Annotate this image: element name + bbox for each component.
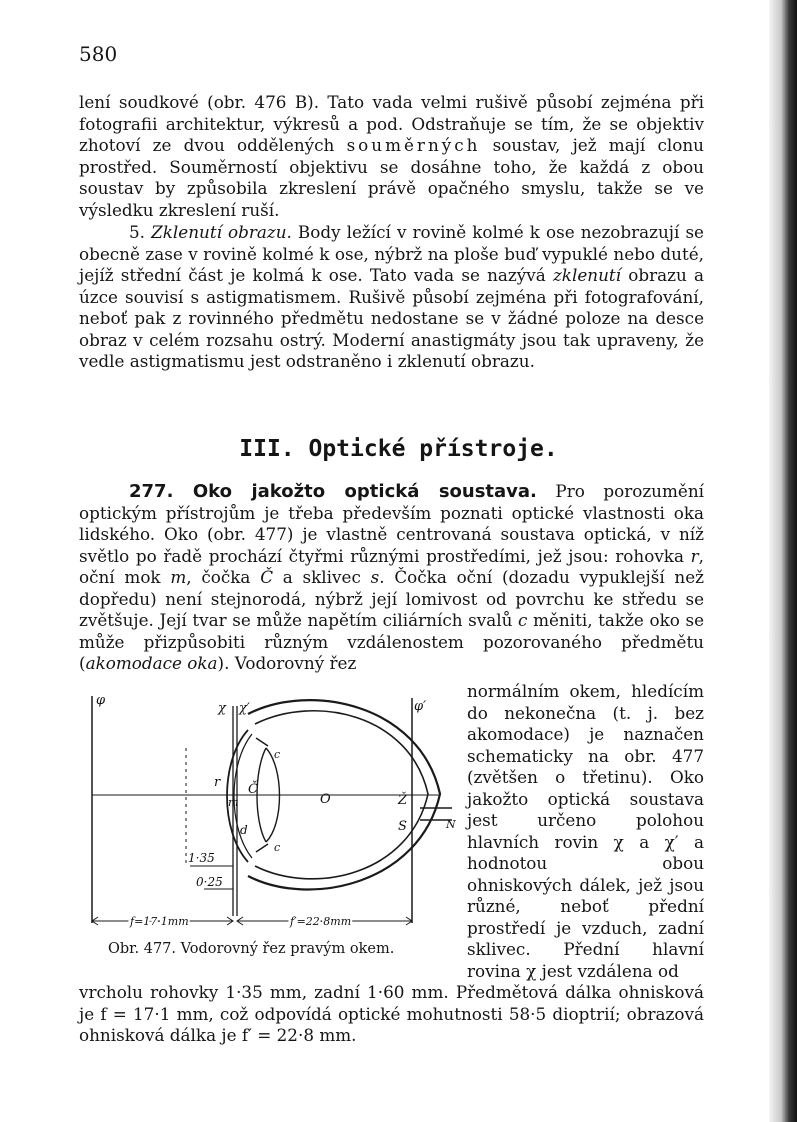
eye-diagram-figure [80,686,460,956]
label-d: d [240,823,248,837]
label-phi: φ [96,693,106,708]
label-f-prime: f′=22·8mm [290,915,352,928]
label-f: f=17·1mm [130,915,189,928]
label-0-25: 0·25 [196,875,223,889]
section-277-paragraph: 277. Oko jakožto optická soustava. Pro porozumění optickým přístrojům je třeba především poznati optické vlastnosti oka lidského. Oko (obr. 477) je vlastně centrovaná soustava optická, v níž světlo po řadě prochází čtyřmi různými prostředími, jež jsou: rohovka r, oční mok m, čočka Č a sklivec s. Čočka oční (dozadu vypuklejší než dopředu) není stejnorodá, nýbrž její lomivost od povrchu ke středu se zvětšuje. Její tvar se může napětím ciliárních svalů c měniti, takže oko se může přizpůsobiti různým vzdálenostem pozorovaného předmětu (akomodace oka). Vodorovný řez [79,481,705,673]
section-277-title: 277. Oko jakožto optická soustava. [129,481,537,502]
label-chi: χ [218,701,226,716]
label-r: r [214,775,221,790]
eye-diagram [80,686,460,936]
label-N: N [446,818,456,831]
label-1-35: 1·35 [188,851,215,865]
figure-caption: Obr. 477. Vodorovný řez pravým okem. [108,941,395,957]
label-O: O [320,792,331,807]
label-Z: Ž [398,793,408,808]
label-chi-prime: χ′ [239,701,250,716]
item-5-paragraph: 5. Zklenutí obrazu. Body ležící v rovině kolmé k ose nezobrazují se obecně zase v rovině kolmé k ose, nýbrž na ploše buď vypuklé nebo duté, jejíž střední část je kolmá k ose. Tato vada se nazývá zklenutí obrazu a úzce souvisí s astigmatismem. Rušivě působí zejména při fotografování, neboť pak z rovinného předmětu nedostane se v žádné poloze na desce obraz v celém rozsahu ostrý. Moderní anastigmáty jsou tak upraveny, že vedle astigmatismu jest odstraněno i zklenutí obrazu. [79,222,704,371]
section-heading: III. Optické přístroje. [239,436,558,462]
final-paragraph: vrcholu rohovky 1·35 mm, zadní 1·60 mm. Předmětová dálka ohnisková je f = 17·1 mm, což odpovídá optické mohutnosti 58·5 dioptrií; obrazová ohnisková dálka je f′ = 22·8 mm. [79,982,704,1045]
item-5-number: 5. [129,222,146,242]
label-c-top: c [274,748,281,761]
item-5-title: Zklenutí obrazu. [151,222,292,242]
intro-paragraph: lení soudkové (obr. 476 B). Tato vada velmi rušivě působí zejména při fotografii architektur, výkresů a pod. Odstraňuje se tím, že se objektiv zhotoví ze dvou oddělených souměrných soustav, jež mají clonu prostřed. Souměrností objektivu se dosáhne toho, že každá z obou soustav by způsobila zkreslení právě opačného smyslu, takže se ve výsledku zkreslení ruší. [79,92,704,220]
wrapped-paragraph: normálním okem, hledícím do nekonečna (t. j. bez akomodace) je naznačen schematicky na obr. 477 (zvětšen o třetinu). Oko jakožto optická soustava jest určeno polohou hlavních rovin χ a χ′ a hodnotou obou ohniskových dálek, jež jsou různé, neboť přední prostředí je vzduch, zadní sklivec. Přední hlavní rovina χ jest vzdálena od [467,681,704,981]
label-phi-prime: φ′ [414,699,427,714]
label-S: S [398,819,407,834]
page-spine-shadow [769,0,797,1122]
label-c-bottom: c [274,841,281,854]
page-number: 580 [79,42,118,66]
label-lens: Č [248,782,258,797]
label-m: m [228,796,239,809]
